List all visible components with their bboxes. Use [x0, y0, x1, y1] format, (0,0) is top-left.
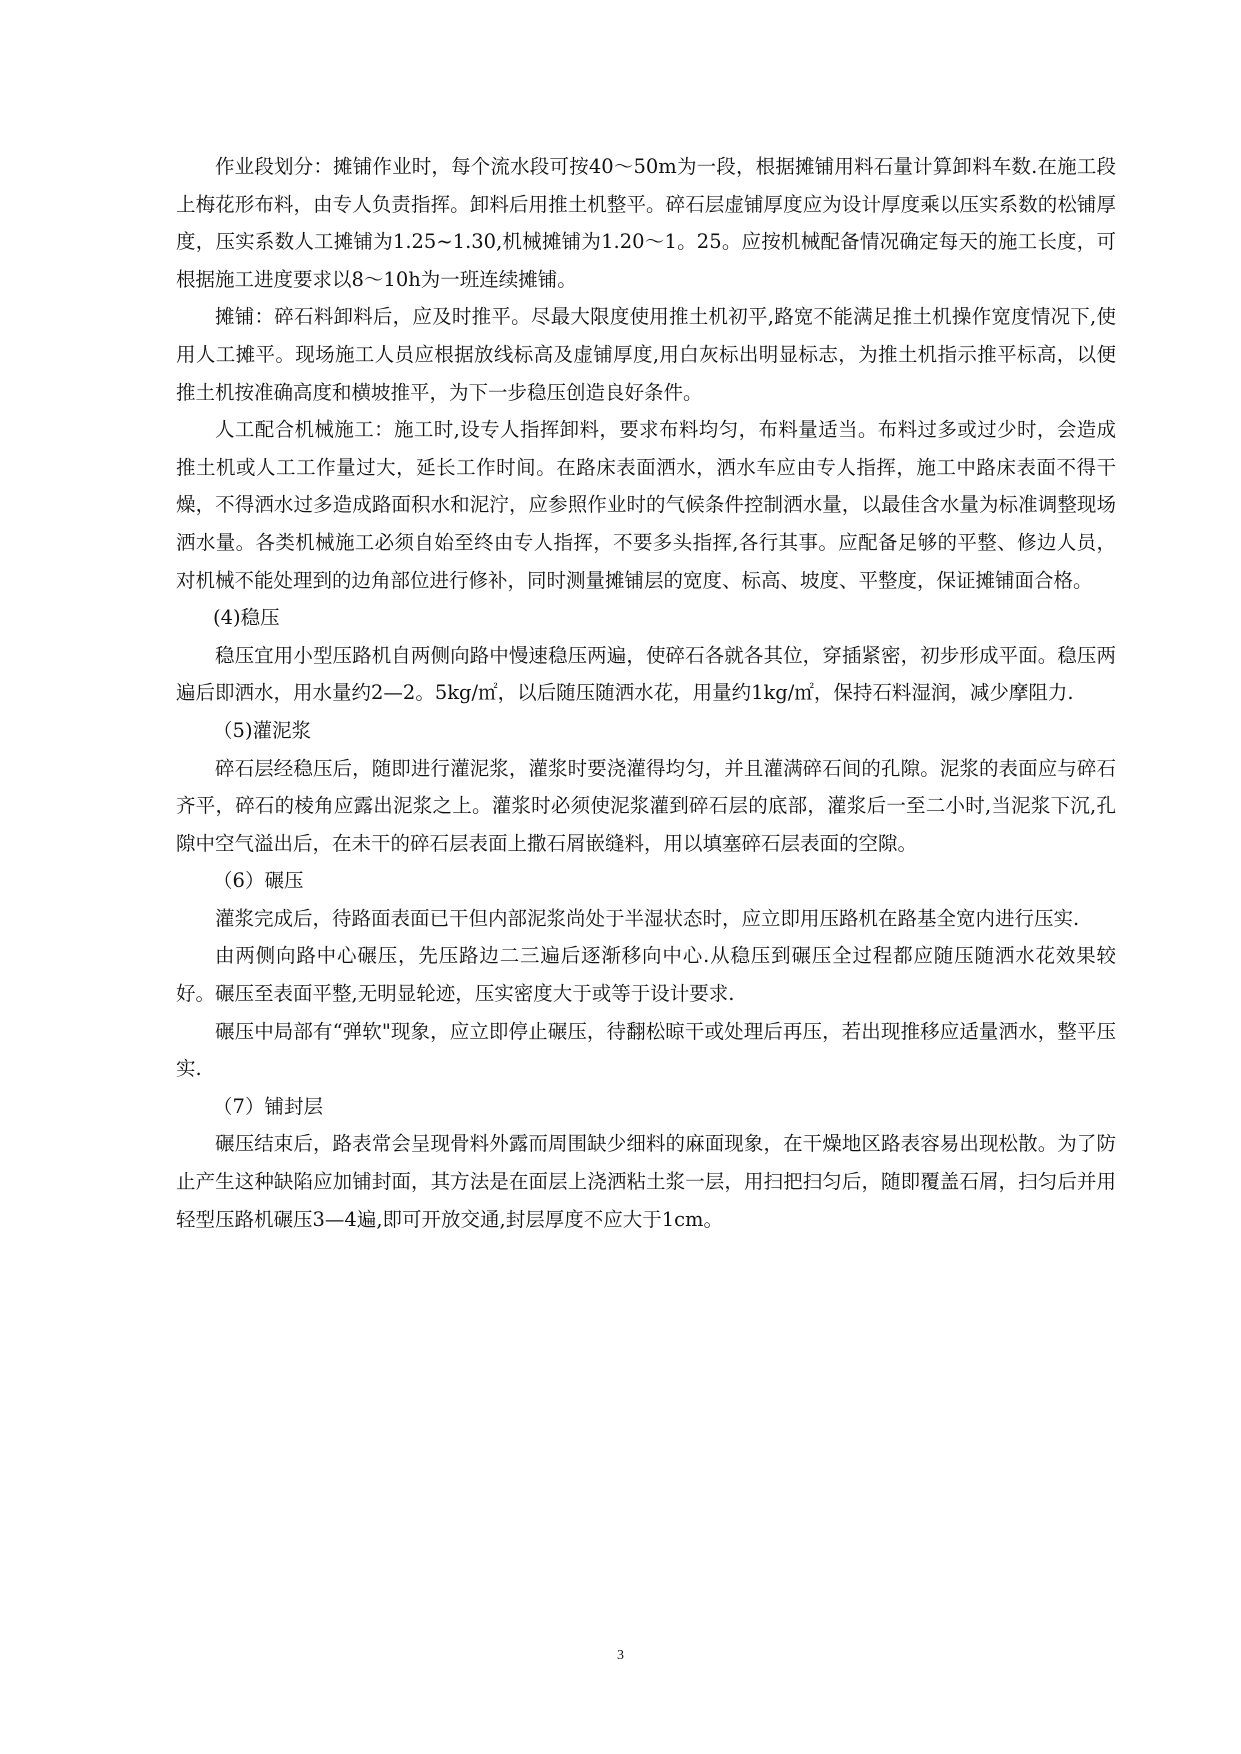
heading-slurry-grouting: （5)灌泥浆 — [213, 718, 312, 742]
heading-stabilizing-compaction: (4)稳压 — [213, 606, 280, 630]
paragraph-rolling-soft-spots: 碾压中局部有“弹软"现象，应立即停止碾压，待翻松晾干或处理后再压，若出现推移应适量洒水，整平压实. — [176, 1019, 1116, 1081]
paragraph-work-section-division: 作业段划分：摊铺作业时，每个流水段可按40～50m为一段，根据摊铺用料石量计算卸料车数.在施工段上梅花形布料，由专人负责指挥。卸料后用推土机整平。碎石层虚铺厚度应为设计厚度乘以压实系数的松铺厚度，压实系数人工摊铺为1.25~1.30,机械摊铺为1.20～1。25。应按机械配备情况确定每天的施工长度，可根据施工进度要求以8～10h为一班连续摊铺。 — [176, 155, 1116, 291]
paragraph-spreading: 摊铺：碎石料卸料后，应及时推平。尽最大限度使用推土机初平,路宽不能满足推土机操作宽度情况下,使用人工摊平。现场施工人员应根据放线标高及虚铺厚度,用白灰标出明显标志，为推土机指示推平标高，以便推土机按准确高度和横坡推平，为下一步稳压创造良好条件。 — [176, 305, 1116, 404]
paragraph-manual-with-machinery: 人工配合机械施工：施工时,设专人指挥卸料，要求布料均匀，布料量适当。布料过多或过少时，会造成推土机或人工工作量过大，延长工作时间。在路床表面洒水，洒水车应由专人指挥，施工中路床表面不得干燥，不得洒水过多造成路面积水和泥泞，应参照作业时的气候条件控制洒水量，以最佳含水量为标准调整现场洒水量。各类机械施工必须自始至终由专人指挥，不要多头指挥,各行其事。应配备足够的平整、修边人员，对机械不能处理到的边角部位进行修补，同时测量摊铺层的宽度、标高、坡度、平整度，保证摊铺面合格。 — [176, 418, 1116, 592]
paragraph-stabilizing-compaction: 稳压宜用小型压路机自两侧向路中慢速稳压两遍，使碎石各就各其位，穿插紧密，初步形成平面。稳压两遍后即洒水，用水量约2—2。5kg/㎡，以后随压随洒水花，用量约1kg/㎡，保持石料湿润，减少摩阻力. — [176, 643, 1116, 705]
page-number: 3 — [617, 1648, 624, 1663]
paragraph-rolling-start: 灌浆完成后，待路面表面已干但内部泥浆尚处于半湿状态时，应立即用压路机在路基全宽内进行压实. — [215, 906, 1080, 930]
paragraph-rolling-sequence: 由两侧向路中心碾压，先压路边二三遍后逐渐移向中心.从稳压到碾压全过程都应随压随洒水花效果较好。碾压至表面平整,无明显轮迹，压实密度大于或等于设计要求. — [176, 944, 1116, 1006]
paragraph-slurry-grouting: 碎石层经稳压后，随即进行灌泥浆，灌浆时要浇灌得均匀，并且灌满碎石间的孔隙。泥浆的表面应与碎石齐平，碎石的棱角应露出泥浆之上。灌浆时必须使泥浆灌到碎石层的底部，灌浆后一至二小时,当泥浆下沉,孔隙中空气溢出后，在未干的碎石层表面上撒石屑嵌缝料，用以填塞碎石层表面的空隙。 — [176, 756, 1116, 855]
body-text — [176, 148, 1116, 1238]
heading-rolling: （6）碾压 — [213, 869, 304, 893]
heading-seal-coat: （7）铺封层 — [213, 1094, 323, 1118]
paragraph-seal-coat: 碾压结束后，路表常会呈现骨料外露而周围缺少细料的麻面现象，在干燥地区路表容易出现松散。为了防止产生这种缺陷应加铺封面，其方法是在面层上浇洒粘土浆一层，用扫把扫匀后，随即覆盖石屑，扫匀后并用轻型压路机碾压3—4遍,即可开放交通,封层厚度不应大于1cm。 — [176, 1132, 1116, 1231]
